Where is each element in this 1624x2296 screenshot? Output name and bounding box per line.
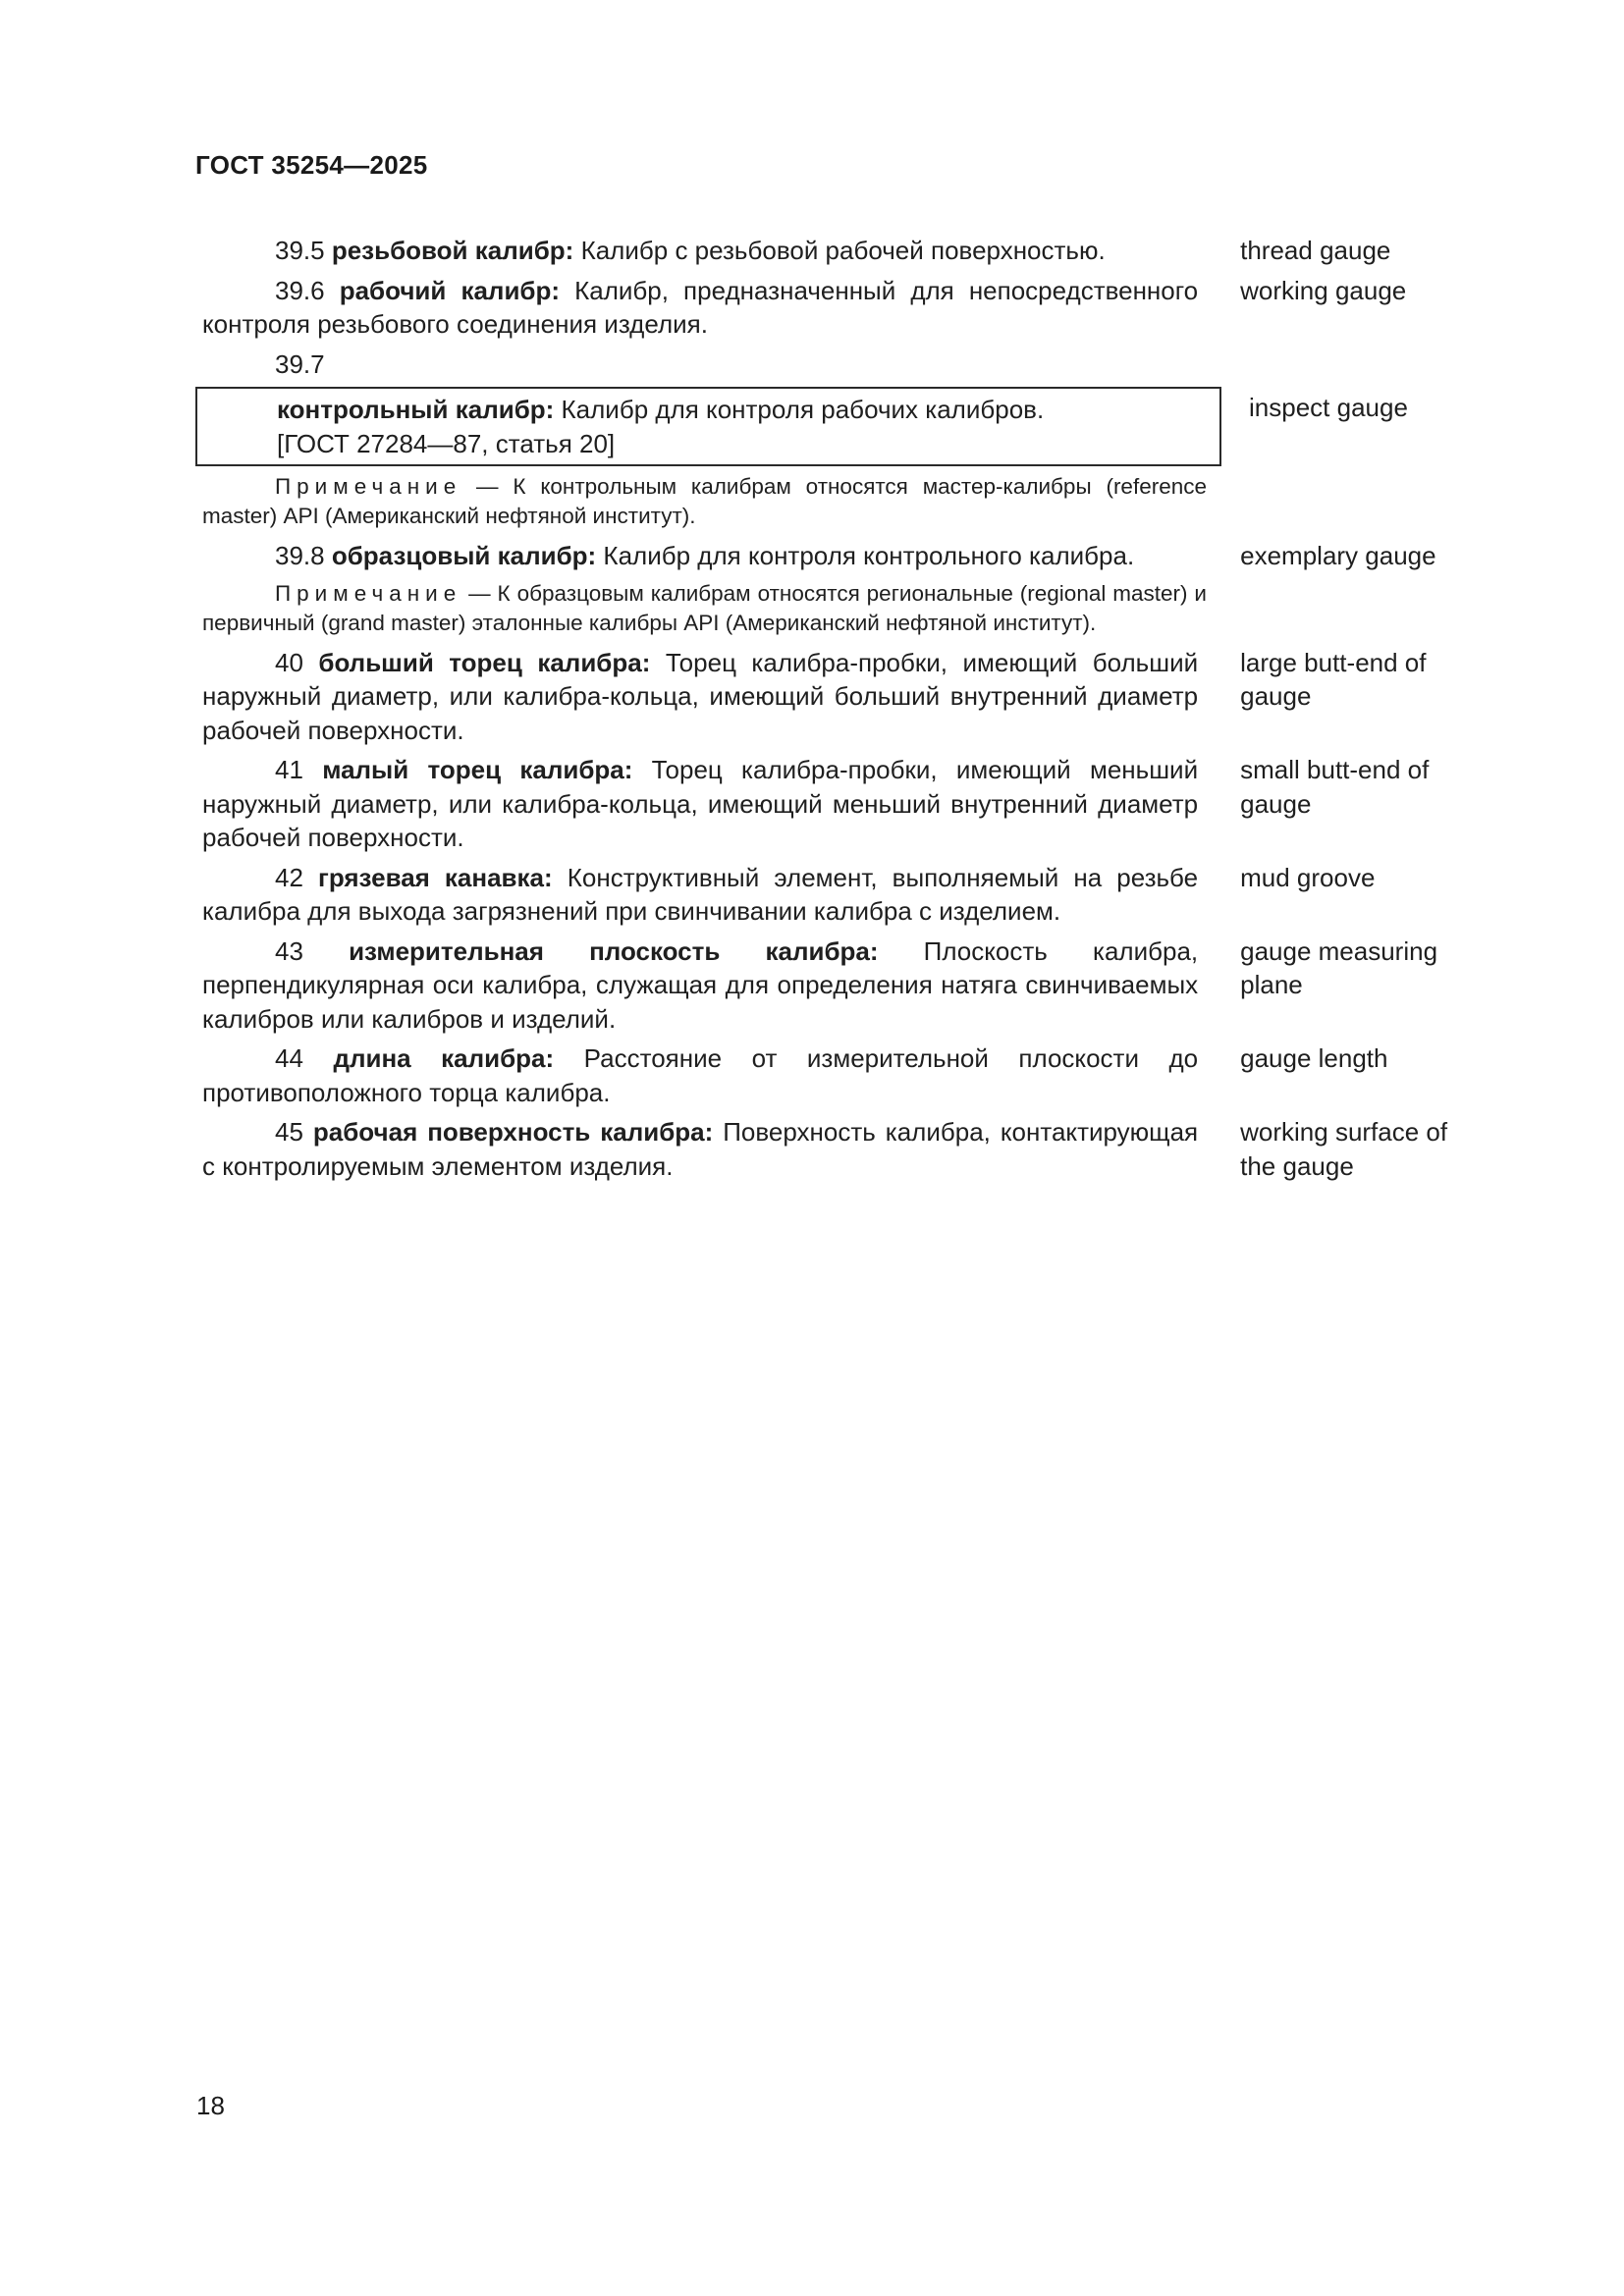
term-entry: [202, 274, 1479, 342]
term-entry: [202, 387, 1479, 466]
term-reference: [ГОСТ 27284—87, статья 20]: [277, 428, 616, 458]
term-english: inspect gauge: [1249, 393, 1408, 422]
term-number: 39.8: [275, 541, 325, 570]
term-definition: [277, 393, 1219, 427]
term-text: Конструктивный элемент, выполняемый на резьбе калибра для выхода загрязнений при свинчивании калибра с изделием.: [202, 862, 1199, 926]
term-number: 45: [275, 1117, 303, 1147]
term-number: 43: [275, 935, 303, 966]
term-text: Поверхность калибра, контактирующая с контролируемым элементом изделия.: [202, 1117, 1199, 1181]
term-definition: [202, 539, 1198, 573]
term-name: длина калибра:: [333, 1043, 555, 1073]
term-name: малый торец калибра:: [322, 755, 633, 784]
note-label: Примечание: [275, 580, 462, 606]
page-number: 18: [196, 2091, 225, 2120]
note-text: — К образцовым калибрам относятся региональные (regional master) и первичный (grand master) эталонные калибры API (Американский нефтяной институт).: [202, 580, 1207, 635]
note: [202, 579, 1207, 638]
term-entry: [202, 753, 1479, 855]
term-definition: [202, 1115, 1198, 1183]
term-text: Калибр, предназначенный для непосредственного контроля резьбового соединения изделия.: [202, 275, 1199, 339]
term-english: mud groove: [1240, 862, 1376, 892]
note-text: — К контрольным калибрам относятся мастер-калибры (reference master) API (Американский нефтяной институт).: [202, 474, 1207, 528]
note: [202, 472, 1207, 531]
term-english: working gauge: [1240, 275, 1407, 305]
term-entry: [202, 934, 1479, 1037]
boxed-term-wrapper: [195, 387, 1221, 466]
term-text: Плоскость калибра, перпендикулярная оси калибра, служащая для определения натяга свинчиваемых калибров или калибров и изделий.: [202, 935, 1199, 1034]
term-number: 44: [275, 1043, 303, 1073]
term-definition: [202, 753, 1198, 855]
term-text: Калибр для контроля контрольного калибра.: [596, 541, 1135, 570]
term-text: Торец калибра-пробки, имеющий меньший наружный диаметр, или калибра-кольца, имеющий меньший внутренний диаметр рабочей поверхности.: [202, 755, 1199, 852]
term-number: 39.6: [275, 275, 325, 305]
term-english: small butt-end of gauge: [1240, 755, 1430, 819]
term-name: образцовый калибр:: [331, 541, 597, 570]
term-name: грязевая канавка:: [318, 862, 553, 892]
term-definition: [202, 1041, 1198, 1109]
term-text: Торец калибра-пробки, имеющий больший наружный диаметр, или калибра-кольца, имеющий больший внутренний диаметр рабочей поверхности.: [202, 647, 1199, 745]
term-name: больший торец калибра:: [318, 647, 651, 677]
term-entry: [202, 1041, 1479, 1109]
term-english: gauge measuring plane: [1240, 935, 1438, 999]
term-definition: [202, 861, 1198, 929]
term-definition: [202, 646, 1198, 748]
term-english: thread gauge: [1240, 236, 1391, 265]
term-name: резьбовой калибр:: [331, 236, 574, 265]
term-english: large butt-end of gauge: [1240, 647, 1427, 711]
boxed-term: [195, 387, 1221, 466]
term-text: Расстояние от измерительной плоскости до противоположного торца калибра.: [202, 1043, 1199, 1107]
term-english: gauge length: [1240, 1043, 1388, 1073]
term-english: working surface of the gauge: [1240, 1117, 1448, 1181]
note-label: Примечание: [275, 474, 462, 499]
term-number: 39.5: [275, 236, 325, 265]
term-entry: [202, 539, 1479, 573]
term-name: рабочий калибр:: [339, 275, 561, 305]
term-entry: [202, 646, 1479, 748]
term-name: контрольный калибр:: [277, 395, 555, 424]
term-text: Калибр с резьбовой рабочей поверхностью.: [573, 236, 1106, 265]
term-definition: [202, 934, 1198, 1037]
term-entry: [202, 1115, 1479, 1183]
term-text: Калибр для контроля рабочих калибров.: [554, 395, 1045, 424]
terms-list: [202, 234, 1479, 1189]
term-number: 39.7: [275, 348, 325, 379]
term-number: 41: [275, 755, 303, 784]
term-entry: [202, 234, 1479, 268]
term-name: измерительная плоскость калибра:: [349, 935, 879, 966]
term-number: 42: [275, 862, 303, 892]
term-entry: [202, 861, 1479, 929]
document-header: ГОСТ 35254—2025: [195, 150, 428, 180]
term-definition: [202, 234, 1198, 268]
term-definition: [202, 274, 1198, 342]
term-english: exemplary gauge: [1240, 541, 1436, 570]
term-name: рабочая поверхность калибра:: [312, 1117, 714, 1147]
term-number: 40: [275, 647, 303, 677]
